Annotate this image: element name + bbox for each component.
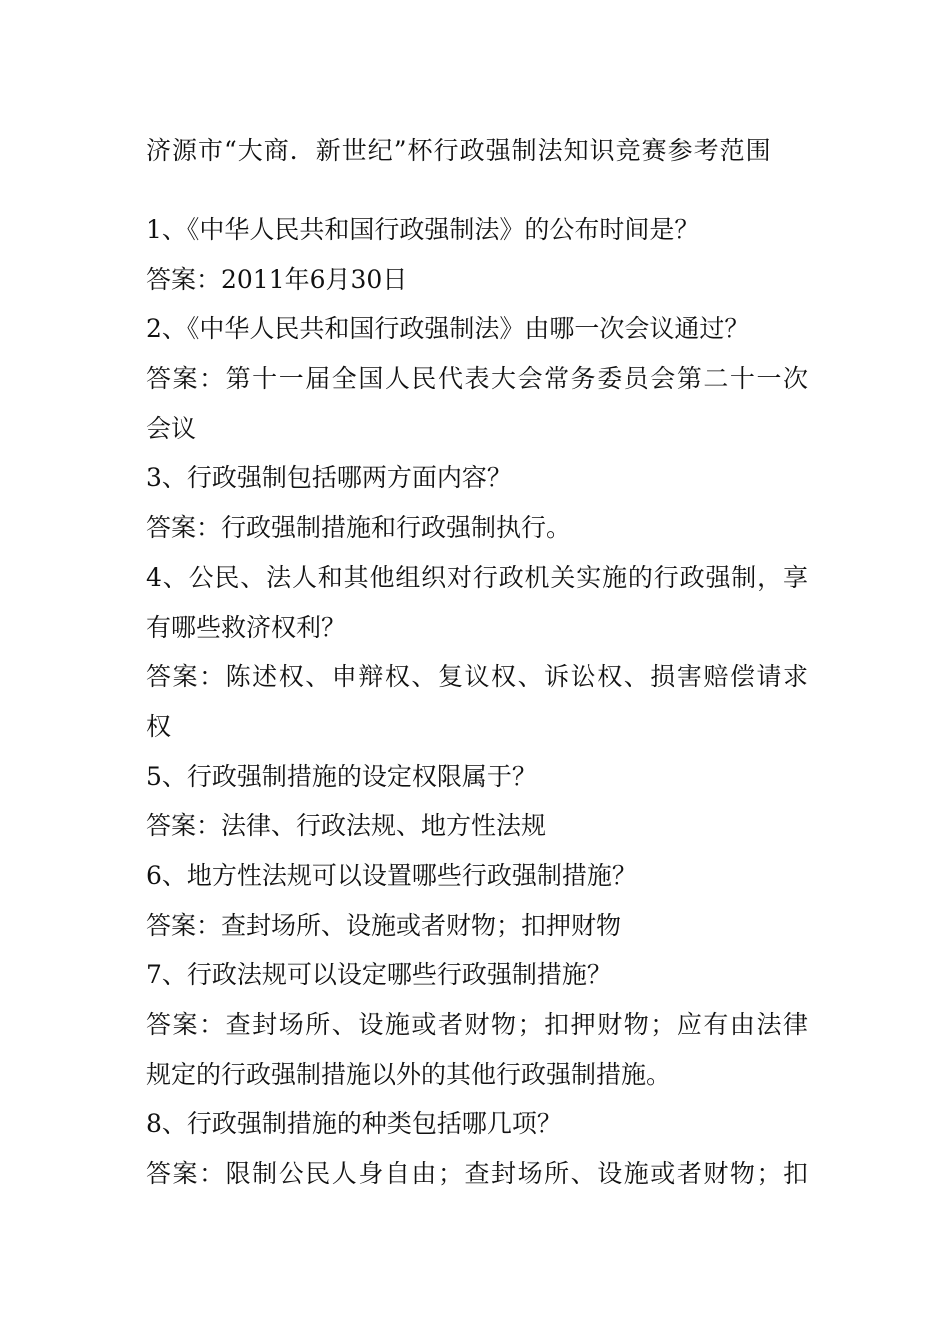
answer-6: 答案：查封场所、设施或者财物；扣押财物 — [146, 910, 622, 940]
answer-5: 答案：法律、行政法规、地方性法规 — [146, 811, 547, 841]
question-8: 8、行政强制措施的种类包括哪几项？ — [146, 1109, 562, 1139]
question-4-line-2: 有哪些救济权利？ — [146, 612, 347, 642]
question-5: 5、行政强制措施的设定权限属于？ — [146, 761, 537, 791]
question-6: 6、地方性法规可以设置哪些行政强制措施？ — [146, 860, 637, 890]
answer-7-line-2: 规定的行政强制措施以外的其他行政强制措施。 — [146, 1059, 672, 1089]
question-3: 3、行政强制包括哪两方面内容？ — [146, 463, 512, 493]
answer-2-line-2: 会议 — [146, 413, 197, 443]
question-2: 2、《中华人民共和国行政强制法》由哪一次会议通过？ — [146, 314, 750, 344]
answer-2-line-1: 答案：第十一届全国人民代表大会常务委员会第二十一次 — [146, 364, 808, 394]
answer-7-line-1: 答案：查封场所、设施或者财物；扣押财物；应有由法律 — [146, 1010, 808, 1039]
answer-4-line-2: 权 — [146, 711, 172, 741]
question-4-line-1: 4、公民、法人和其他组织对行政机关实施的行政强制，享 — [146, 562, 808, 592]
answer-8-line-1: 答案：限制公民人身自由；查封场所、设施或者财物；扣 — [146, 1159, 808, 1189]
document-body — [146, 205, 808, 1199]
answer-1: 答案：2011年6月30日 — [146, 264, 408, 294]
answer-3: 答案：行政强制措施和行政强制执行。 — [146, 513, 572, 543]
answer-4-line-1: 答案：陈述权、申辩权、复议权、诉讼权、损害赔偿请求 — [146, 662, 808, 692]
document-title: 济源市“大商．新世纪”杯行政强制法知识竞赛参考范围 — [146, 136, 772, 165]
question-1: 1、《中华人民共和国行政强制法》的公布时间是？ — [146, 215, 700, 244]
question-7: 7、行政法规可以设定哪些行政强制措施？ — [146, 960, 612, 990]
